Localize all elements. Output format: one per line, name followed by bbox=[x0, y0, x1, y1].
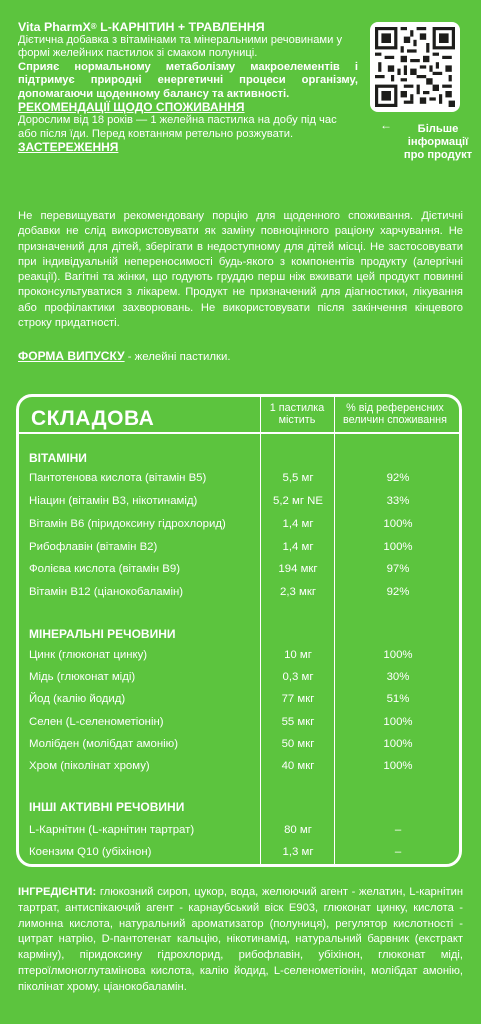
table-row bbox=[24, 560, 454, 579]
composition-table bbox=[16, 394, 462, 867]
ingredient-name: Рибофлавін (вітамін В2) bbox=[29, 541, 158, 553]
column-divider bbox=[260, 397, 261, 864]
ingredient-percent: 92% bbox=[386, 472, 410, 484]
ingredient-amount: 5,2 мг NE bbox=[273, 495, 323, 507]
ingredient-amount: 1,3 мг bbox=[282, 846, 314, 858]
column-header-percent: % від референсних величин споживання bbox=[343, 402, 447, 426]
product-header bbox=[18, 20, 358, 155]
ingredient-amount: 1,4 мг bbox=[282, 541, 314, 553]
section-heading-minerals: МІНЕРАЛЬНІ РЕЧОВИНИ bbox=[29, 627, 176, 641]
product-claim: Сприяє нормальному метаболізму макроелементів і підтримує природні енергетичні процеси організму, допомагаючи щоденному балансу та активності. bbox=[18, 60, 358, 100]
warnings-text: Не перевищувати рекомендовану порцію для щоденного споживання. Дієтичні добавки не слід використовувати як заміну повноцінного раціону харчування. Не призначений для дітей, зберігати в недоступному для дітей місці. Не застосовувати при індивідуальній непереносимості будь-якого з компонентів продукту (алергічні реакції). Вагітні та жінки, що годують груддю перш ніж вживати цей продукт повинні проконсультуватися з лікарем. Продукт не призначений для діагностики, лікування або профілактики захворювань. Не використовувати після закінчення кінцевого строку придатності. bbox=[18, 210, 463, 330]
ingredient-name: Ніацин (вітамін В3, нікотинамід) bbox=[29, 495, 198, 507]
arrow-left-icon: ← bbox=[380, 118, 392, 132]
ingredient-amount: 50 мкг bbox=[281, 738, 315, 750]
brand-name: Vita PharmX bbox=[18, 20, 91, 34]
recommendations-text: Дорослим від 18 років — 1 желейна пастилка на добу під час або після їди. Перед ковтанням ретельно розжувати. bbox=[18, 114, 337, 140]
table-row bbox=[24, 583, 454, 602]
qr-code[interactable] bbox=[370, 22, 460, 112]
ingredient-percent: 33% bbox=[386, 495, 410, 507]
ingredient-percent: 100% bbox=[383, 518, 413, 530]
registered-mark: ® bbox=[90, 22, 97, 31]
table-row bbox=[24, 538, 454, 557]
ingredient-amount: 77 мкг bbox=[281, 693, 315, 705]
recommendations-heading: РЕКОМЕНДАЦІЇ ЩОДО СПОЖИВАННЯ bbox=[18, 100, 245, 115]
table-row bbox=[24, 515, 454, 534]
table-row bbox=[24, 646, 454, 665]
table-row bbox=[24, 735, 454, 754]
column-header-amount: 1 пастилка містить bbox=[269, 402, 325, 426]
ingredient-amount: 55 мкг bbox=[281, 716, 315, 728]
table-row bbox=[24, 821, 454, 840]
ingredient-name: Хром (піколінат хрому) bbox=[29, 760, 150, 772]
ingredient-name: Фолієва кислота (вітамін В9) bbox=[29, 563, 180, 575]
ingredient-percent: 100% bbox=[383, 716, 413, 728]
ingredient-percent: 30% bbox=[386, 671, 410, 683]
ingredient-amount: 0,3 мг bbox=[282, 671, 314, 683]
ingredients bbox=[18, 885, 463, 996]
ingredients-heading: ІНГРЕДІЄНТИ: bbox=[18, 886, 97, 898]
ingredients-text: глюкозний сироп, цукор, вода, желюючий агент - желатин, L-карнітин тартрат, антиспікаючий агент - карнаубський віск Е903, глюконат цинку, кислота - лимонна кислота, натуральний ароматизатор (полуниця), регулятор кислотності - цитрат натрію, D-пантотенат кальцію, нікотинамід, натуральний барвник (екстракт карміну), піридоксину гідрохлорид, рибофлавін, убіхінон, глюконат міді, птероїлмоноглутамінова кислота, калію йодид, L-селенометіонін, молібдат амонію, піколінат хрому, ціанокобаламін. bbox=[18, 886, 463, 993]
ingredient-amount: 1,4 мг bbox=[282, 518, 314, 530]
ingredient-percent: – bbox=[394, 824, 402, 836]
ingredient-name: Мідь (глюконат міді) bbox=[29, 671, 136, 683]
ingredient-name: L-Карнітин (L-карнітин тартрат) bbox=[29, 824, 195, 836]
ingredient-percent: 100% bbox=[383, 649, 413, 661]
ingredient-percent: 51% bbox=[386, 693, 410, 705]
ingredient-name: Вітамін В6 (піридоксину гідрохлорид) bbox=[29, 518, 226, 530]
ingredient-percent: 92% bbox=[386, 586, 410, 598]
qr-code-icon bbox=[375, 27, 455, 107]
product-description: Дієтична добавка з вітамінами та мінеральними речовинами у формі желейних пастилок зі смаком полуниці. bbox=[18, 34, 343, 60]
ingredient-amount: 5,5 мг bbox=[282, 472, 314, 484]
product-name: L-КАРНІТИН + ТРАВЛЕННЯ bbox=[96, 20, 265, 34]
release-form-heading: ФОРМА ВИПУСКУ bbox=[18, 349, 125, 363]
release-form bbox=[18, 349, 463, 363]
ingredient-percent: – bbox=[394, 846, 402, 858]
column-divider bbox=[334, 397, 335, 864]
section-heading-other: ІНШІ АКТИВНІ РЕЧОВИНИ bbox=[29, 800, 185, 814]
ingredient-name: Вітамін В12 (ціанокобаламін) bbox=[29, 586, 184, 598]
section-heading-vitamins: ВІТАМІНИ bbox=[29, 451, 87, 465]
ingredient-name: Цинк (глюконат цинку) bbox=[29, 649, 148, 661]
table-row bbox=[24, 757, 454, 776]
ingredient-name: Селен (L-селенометіонін) bbox=[29, 716, 164, 728]
table-row bbox=[24, 492, 454, 511]
ingredient-percent: 97% bbox=[386, 563, 410, 575]
ingredient-name: Коензим Q10 (убіхінон) bbox=[29, 846, 152, 858]
ingredient-amount: 10 мг bbox=[284, 649, 312, 661]
ingredient-name: Молібден (молібдат амонію) bbox=[29, 738, 178, 750]
ingredient-amount: 2,3 мкг bbox=[280, 586, 316, 598]
ingredient-name: Пантотенова кислота (вітамін В5) bbox=[29, 472, 207, 484]
table-row bbox=[24, 713, 454, 732]
ingredient-amount: 80 мг bbox=[284, 824, 312, 836]
composition-title: СКЛАДОВА bbox=[31, 407, 155, 430]
header-divider bbox=[19, 432, 459, 434]
ingredient-amount: 40 мкг bbox=[281, 760, 315, 772]
ingredient-amount: 194 мкг bbox=[278, 563, 318, 575]
ingredient-percent: 100% bbox=[383, 738, 413, 750]
ingredient-percent: 100% bbox=[383, 541, 413, 553]
table-row bbox=[24, 668, 454, 687]
table-row bbox=[24, 469, 454, 488]
release-form-text: - желейні пастилки. bbox=[124, 351, 231, 363]
table-row bbox=[24, 843, 454, 862]
table-row bbox=[24, 690, 454, 709]
product-title bbox=[18, 20, 358, 34]
ingredient-percent: 100% bbox=[383, 760, 413, 772]
warnings-heading: ЗАСТЕРЕЖЕННЯ bbox=[18, 140, 119, 155]
qr-caption: Більше інформації про продукт bbox=[403, 123, 473, 161]
ingredient-name: Йод (калію йодид) bbox=[29, 693, 126, 705]
